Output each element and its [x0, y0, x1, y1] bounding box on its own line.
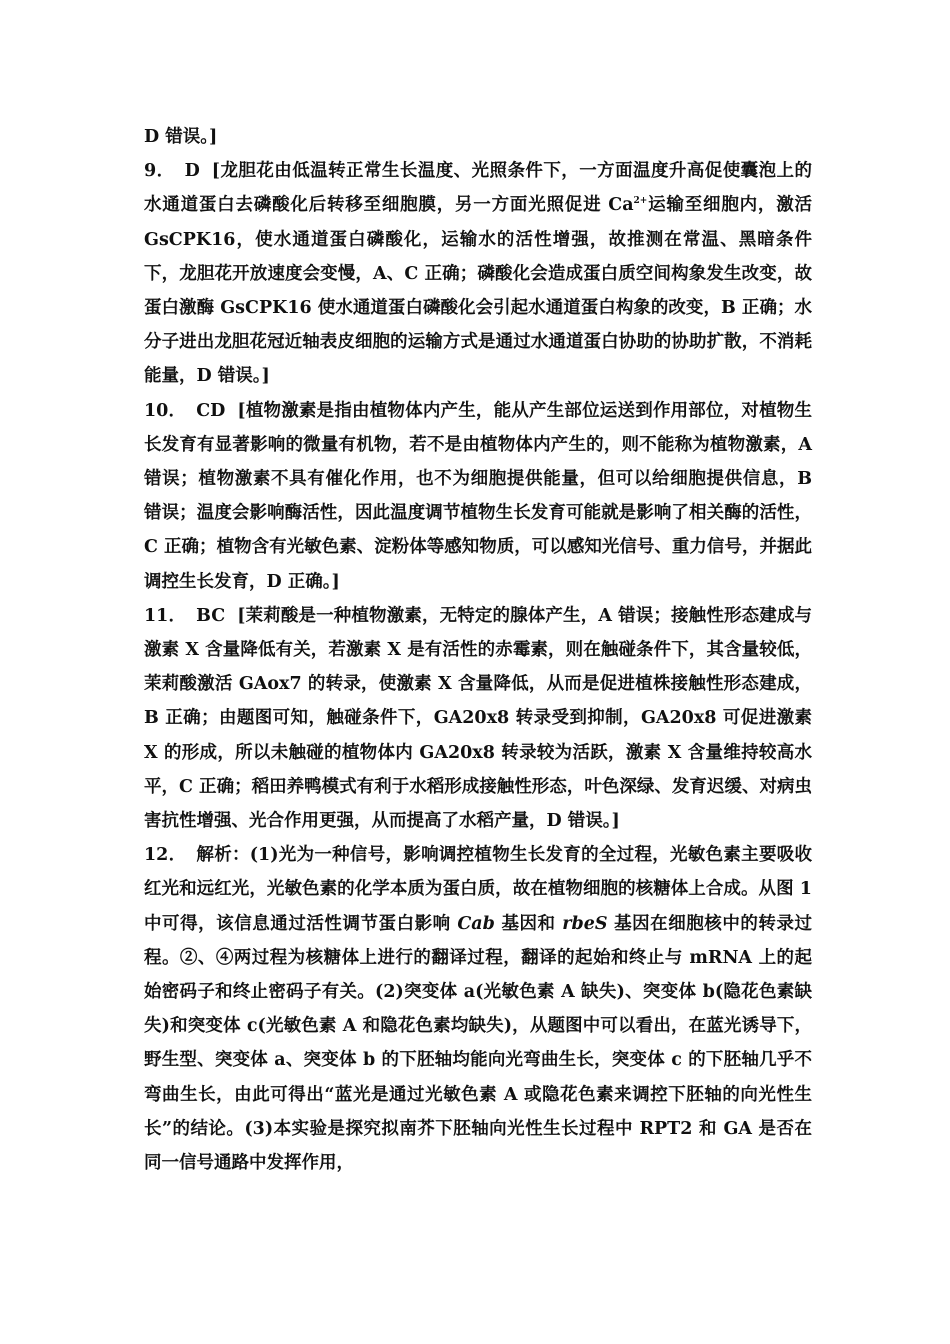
question-10-number: 10．: [144, 400, 187, 421]
question-11-paragraph: [144, 599, 812, 838]
intro-tail-text: D 错误。]: [144, 127, 218, 147]
document-page: [144, 120, 812, 1180]
question-10-answer: CD: [196, 400, 226, 421]
question-12-paragraph: [144, 838, 812, 1180]
question-12-analysis-part-b: 基因和: [494, 913, 563, 934]
calcium-ion-charge: 2+: [633, 196, 648, 207]
intro-paragraph: [144, 120, 812, 154]
question-12-number: 12．: [144, 845, 187, 866]
question-11-number: 11．: [144, 605, 187, 626]
question-9-explanation-part-a: [龙胆花由低温转正常生长温度、光照条件下，一方面温度升高促使囊泡上的水通道蛋白去磷酸化后转移至细胞膜，另一方面光照促进 Ca: [144, 161, 812, 216]
question-11-answer: BC: [196, 605, 226, 626]
gene-rbes-name: rbeS: [562, 913, 608, 934]
question-10-explanation: [植物激素是指由植物体内产生，能从产生部位运送到作用部位，对植物生长发育有显著影响的微量有机物，若不是由植物体内产生的，则不能称为植物激素，A 错误；植物激素不具有催化作用，也不为细胞提供能量，但可以给细胞提供信息，B 错误；温度会影响酶活性，因此温度调节植物生长发育可能就是影响了相关酶的活性，C 正确；植物含有光敏色素、淀粉体等感知物质，可以感知光信号、重力信号，并据此调控生长发育，D 正确。]: [144, 400, 812, 592]
question-10-paragraph: [144, 394, 812, 599]
question-11-explanation: [茉莉酸是一种植物激素，无特定的腺体产生，A 错误；接触性形态建成与激素 X 含量降低有关，若激素 X 是有活性的赤霉素，则在触碰条件下，其含量较低，茉莉酸激活 GAox7 的转录，使激素 X 含量降低，从而是促进植株接触性形态建成，B 正确；由题图可知，触碰条件下，GA20x8 转录受到抑制，GA20x8 可促进激素 X 的形成，所以未触碰的植物体内 GA20x8 转录较为活跃，激素 X 含量维持较高水平，C 正确；稻田养鸭模式有利于水稻形成接触性形态，叶色深绿、发育迟缓、对病虫害抗性增强、光合作用更强，从而提高了水稻产量，D 错误。]: [144, 605, 813, 832]
question-12-analysis-part-a: (1)光为一种信号，影响调控植物生长发育的全过程，光敏色素主要吸收红光和远红光，光敏色素的化学本质为蛋白质，故在植物细胞的核糖体上合成。从图 1 中可得，该信息通过活性调节蛋白影响: [144, 845, 813, 934]
question-9-number: 9．: [144, 161, 175, 182]
question-9-explanation-part-b: 运输至细胞内，激活 GsCPK16，使水通道蛋白磷酸化，运输水的活性增强，故推测在常温、黑暗条件下，龙胆花开放速度会变慢，A、C 正确；磷酸化会造成蛋白质空间构象发生改变，故蛋白激酶 GsCPK16 使水通道蛋白磷酸化会引起水通道蛋白构象的改变，B 正确；水分子进出龙胆花冠近轴表皮细胞的运输方式是通过水通道蛋白协助的协助扩散，不消耗能量，D 错误。]: [144, 195, 812, 387]
question-9-answer: D: [184, 161, 200, 182]
question-9-paragraph: [144, 154, 812, 393]
gene-cab-name: Cab: [457, 913, 495, 934]
question-12-label: 解析：: [196, 845, 250, 866]
question-12-analysis-part-c: 基因在细胞核中的转录过程。②、④两过程为核糖体上进行的翻译过程，翻译的起始和终止与 mRNA 上的起始密码子和终止密码子有关。(2)突变体 a(光敏色素 A 缺失)、突变体 b(隐花色素缺失)和突变体 c(光敏色素 A 和隐花色素均缺失)，从题图中可以看出，在蓝光诱导下，野生型、突变体 a、突变体 b 的下胚轴均能向光弯曲生长，突变体 c 的下胚轴几乎不弯曲生长，由此可得出“蓝光是通过光敏色素 A 或隐花色素来调控下胚轴的向光性生长”的结论。(3)本实验是探究拟南芥下胚轴向光性生长过程中 RPT2 和 GA 是否在同一信号通路中发挥作用，: [144, 913, 813, 1174]
